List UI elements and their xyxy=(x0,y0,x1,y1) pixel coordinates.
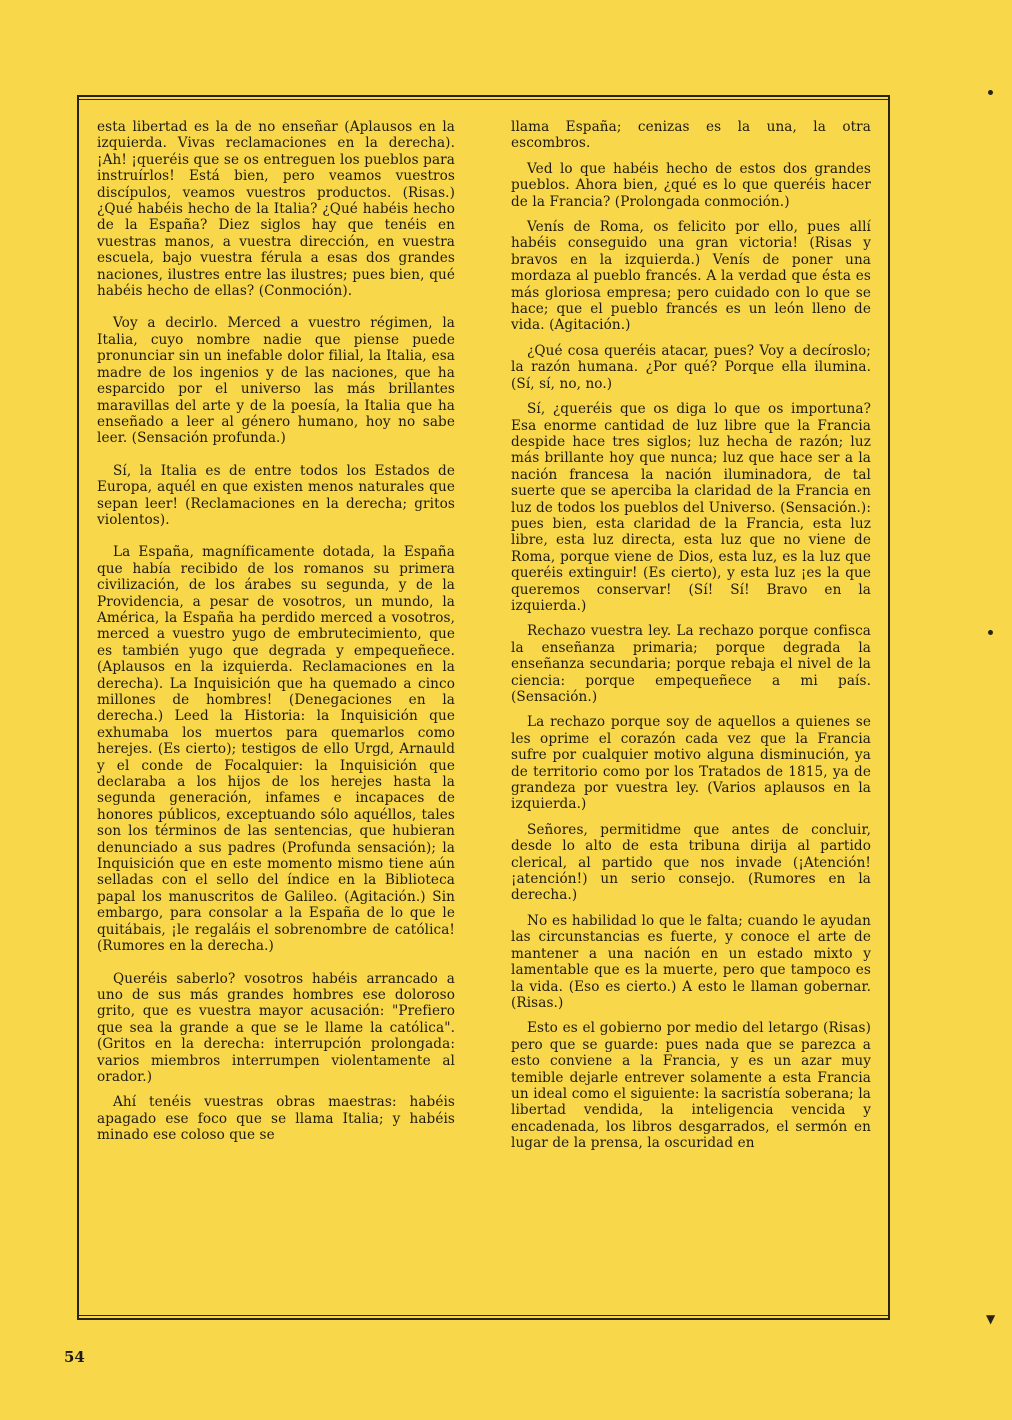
paragraph: llama España; cenizas es la una, la otra escombros. xyxy=(511,119,871,152)
paragraph: Queréis saberlo? vosotros habéis arrancado a uno de sus más grandes hombres ese doloroso grito, que es vuestra mayor acusación: "Prefiero que sea la grande a que se le llame la católica". (Gritos en la derecha: interrupción prolongada: varios miembros interrumpen violentamente al orador.) xyxy=(97,970,455,1085)
paragraph: No es habilidad lo que le falta; cuando le ayudan las circunstancias es fuerte, y conoce el arte de mantener a una nación en un estado mixto y lamentable que es la muerte, pero que tampoco es la vida. (Eso es cierto.) A esto le llaman gobernar. (Risas.) xyxy=(511,912,871,1011)
paragraph: La rechazo porque soy de aquellos a quienes se les oprime el corazón cada vez que la Francia sufre por cualquier motivo alguna disminución, ya de territorio como por los Tratados de 1815, ya de grandeza por vuestra ley. (Varios aplausos en la izquierda.) xyxy=(511,714,871,813)
margin-arrow-mark: ▼ xyxy=(986,1312,996,1326)
paragraph: La España, magníficamente dotada, la España que había recibido de los romanos su primera civilización, de los árabes su segunda, y de la Providencia, a pesar de vosotros, un mundo, la América, la España ha perdido merced a vosotros, merced a vuestro yugo de embrutecimiento, que es también yugo que degrada y empequeñece. (Aplausos en la izquierda. Reclamaciones en la derecha). La Inquisición que ha quemado a cinco millones de hombres! (Denegaciones en la derecha.) Leed la Historia: la Inquisición que exhumaba los muertos para quemarlos como herejes. (Es cierto); testigos de ello Urgd, Arnauld y el conde de Focalquier: la Inquisición que declaraba a los hijos de los herejes hasta la segunda generación, infames e incapaces de honores públicos, exceptuando sólo aquéllos, tales son los términos de las sentencias, que hubieran denunciado a sus padres (Profunda sensación); la Inquisición que en este momento mismo tiene aún selladas con el sello del índice en la Biblioteca papal los manuscritos de Galileo. (Agitación.) Sin embargo, para consolar a la España de lo que le quitábais, ¡le regaláis el sobrenombre de católica! (Rumores en la derecha.) xyxy=(97,544,455,955)
text-frame xyxy=(77,95,890,1320)
margin-dot-mark xyxy=(988,630,993,635)
paragraph: Señores, permitidme que antes de concluir, desde lo alto de esta tribuna dirija al partido clerical, al partido que nos invade (¡Atención! ¡atención!) un serio consejo. (Rumores en la derecha.) xyxy=(511,821,871,904)
paragraph: Ahí tenéis vuestras obras maestras: habéis apagado ese foco que se llama Italia; y habéis minado ese coloso que se xyxy=(97,1094,455,1144)
paragraph: Rechazo vuestra ley. La rechazo porque confisca la enseñanza primaria; porque degrada la enseñanza secundaria; porque rebaja el nivel de la ciencia: porque empequeñece a mi país. (Sensación.) xyxy=(511,623,871,705)
paragraph: Ved lo que habéis hecho de estos dos grandes pueblos. Ahora bien, ¿qué es lo que queréis hacer de la Francia? (Prolongada conmoción.) xyxy=(511,160,871,210)
paragraph: Esto es el gobierno por medio del letargo (Risas) pero que se guarde: pues nada que se parezca a esto conviene a la Francia, y es un azar muy temible dejarle entrever solamente a esta Francia un ideal como el siguiente: la sacristía soberana; la libertad vendida, la inteligencia vencida y encadenada, los libros desgarrados, el sermón en lugar de la prensa, la oscuridad en xyxy=(511,1020,871,1152)
paragraph: Sí, ¿queréis que os diga lo que os importuna? Esa enorme cantidad de luz libre que la Francia despide hace tres siglos; luz hecha de razón; luz más brillante hoy que nunca; luz que hace ser a la nación francesa la nación iluminadora, de tal suerte que se aperciba la claridad de la Francia en luz de todos los pueblos del Universo. (Sensación.): pues bien, esta claridad de la Francia, esta luz libre, esta luz directa, esta luz que no viene de Roma, porque viene de Dios, esta luz, es la luz que queréis extinguir! (Es cierto), y esta luz ¡es la que queremos conservar! (Sí! Sí! Bravo en la izquierda.) xyxy=(511,401,871,614)
paragraph: Voy a decirlo. Merced a vuestro régimen, la Italia, cuyo nombre nadie que piense puede pronunciar sin un inefable dolor filial, la Italia, esa madre de los ingenios y de las naciones, que ha esparcido por el universo las más brillantes maravillas del arte y de la poesía, la Italia que ha enseñado a leer al género humano, hoy no sabe leer. (Sensación profunda.) xyxy=(97,315,455,447)
paragraph: Venís de Roma, os felicito por ello, pues allí habéis conseguido una gran victoria! (Risas y bravos en la izquierda.) Venís de poner una mordaza al pueblo francés. A la verdad que ésta es más gloriosa empresa; pero cuidado con lo que se hace; que el pueblo francés es un león lleno de vida. (Agitación.) xyxy=(511,219,871,334)
margin-dot-mark xyxy=(988,90,993,95)
paragraph: ¿Qué cosa queréis atacar, pues? Voy a decíroslo; la razón humana. ¿Por qué? Porque ella ilumina. (Sí, sí, no, no.) xyxy=(511,342,871,392)
paragraph: Sí, la Italia es de entre todos los Estados de Europa, aquél en que existen menos naturales que sepan leer! (Reclamaciones en la derecha; gritos violentos). xyxy=(97,462,455,528)
left-column xyxy=(97,119,455,1153)
page-number: 54 xyxy=(64,1348,85,1366)
paragraph: esta libertad es la de no enseñar (Aplausos en la izquierda. Vivas reclamaciones en la derecha). ¡Ah! ¡queréis que se os entreguen los pueblos para instruírlos! Está bien, pero veamos vuestros discípulos, veamos vuestros productos. (Risas.) ¿Qué habéis hecho de la Italia? ¿Qué habéis hecho de la España? Diez siglos hay que tenéis en vuestras manos, a vuestra dirección, en vuestra escuela, bajo vuestra férula a esas dos grandes naciones, ilustres entre las ilustres; pues bien, qué habéis hecho de ellas? (Conmoción). xyxy=(97,119,455,300)
right-column xyxy=(511,119,871,1161)
